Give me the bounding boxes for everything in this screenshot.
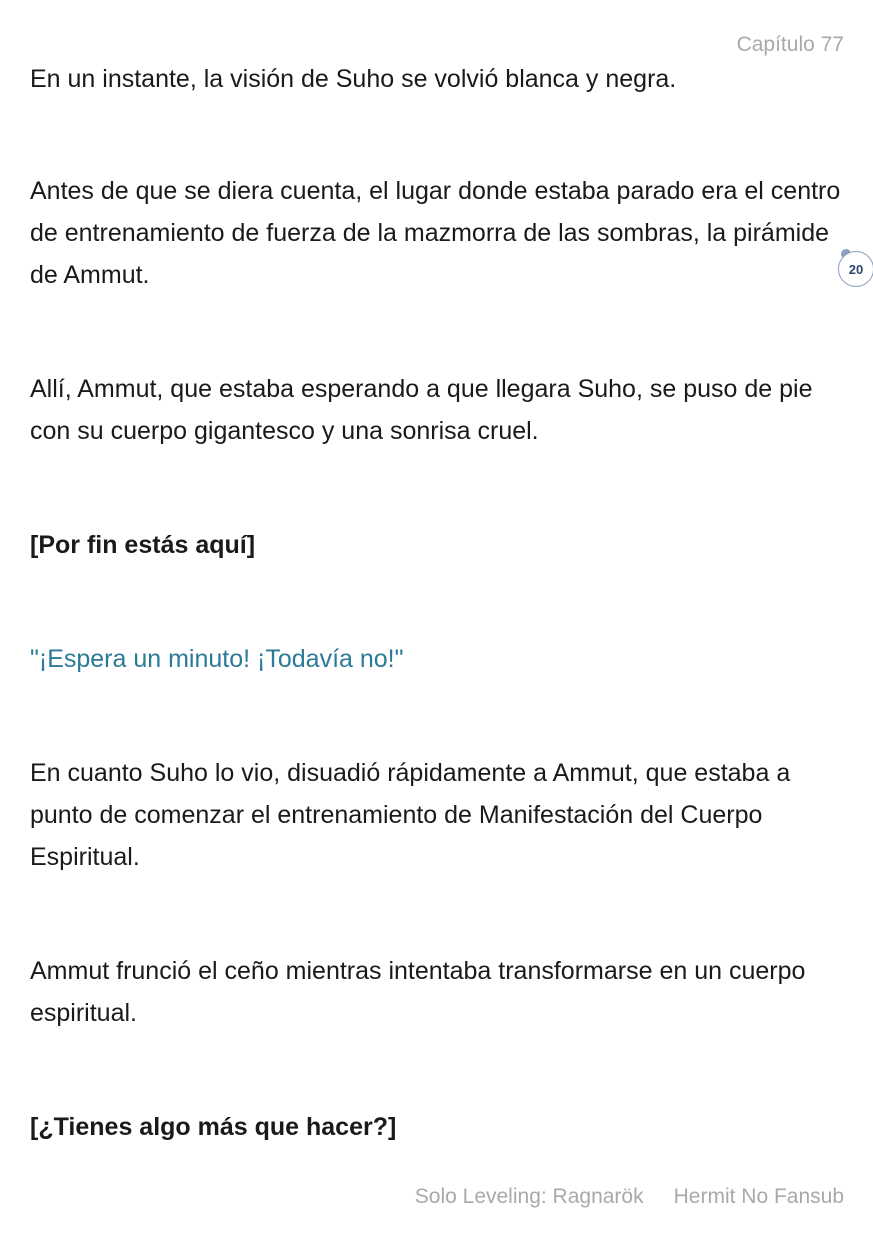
paragraph: En cuanto Suho lo vio, disuadió rápidamente a Ammut, que estaba a punto de comenzar el entrenamiento de Manifestación del Cuerpo Espiritual. [30,759,791,871]
paragraph: Ammut frunció el ceño mientras intentaba transformarse en un cuerpo espiritual. [30,957,806,1027]
translator-group: Hermit No Fansub [673,1185,844,1208]
paragraph: Antes de que se diera cuenta, el lugar donde estaba parado era el centro de entrenamiento de fuerza de la mazmorra de las sombras, la pirámide de Ammut. [30,177,841,289]
system-message: [Por fin estás aquí] [30,531,256,559]
footer [415,1185,844,1209]
paragraph: En un instante, la visión de Suho se volvió blanca y negra. [30,65,677,93]
system-message: [¿Tienes algo más que hacer?] [30,1113,397,1141]
page-number-badge[interactable]: 20 [838,251,873,287]
paragraph: Allí, Ammut, que estaba esperando a que llegara Suho, se puso de pie con su cuerpo gigantesco y una sonrisa cruel. [30,375,813,445]
dialogue-line: "¡Espera un minuto! ¡Todavía no!" [30,645,404,673]
chapter-content [30,58,850,1148]
novel-title: Solo Leveling: Ragnarök [414,1185,644,1208]
chapter-label: Capítulo 77 [736,33,844,56]
